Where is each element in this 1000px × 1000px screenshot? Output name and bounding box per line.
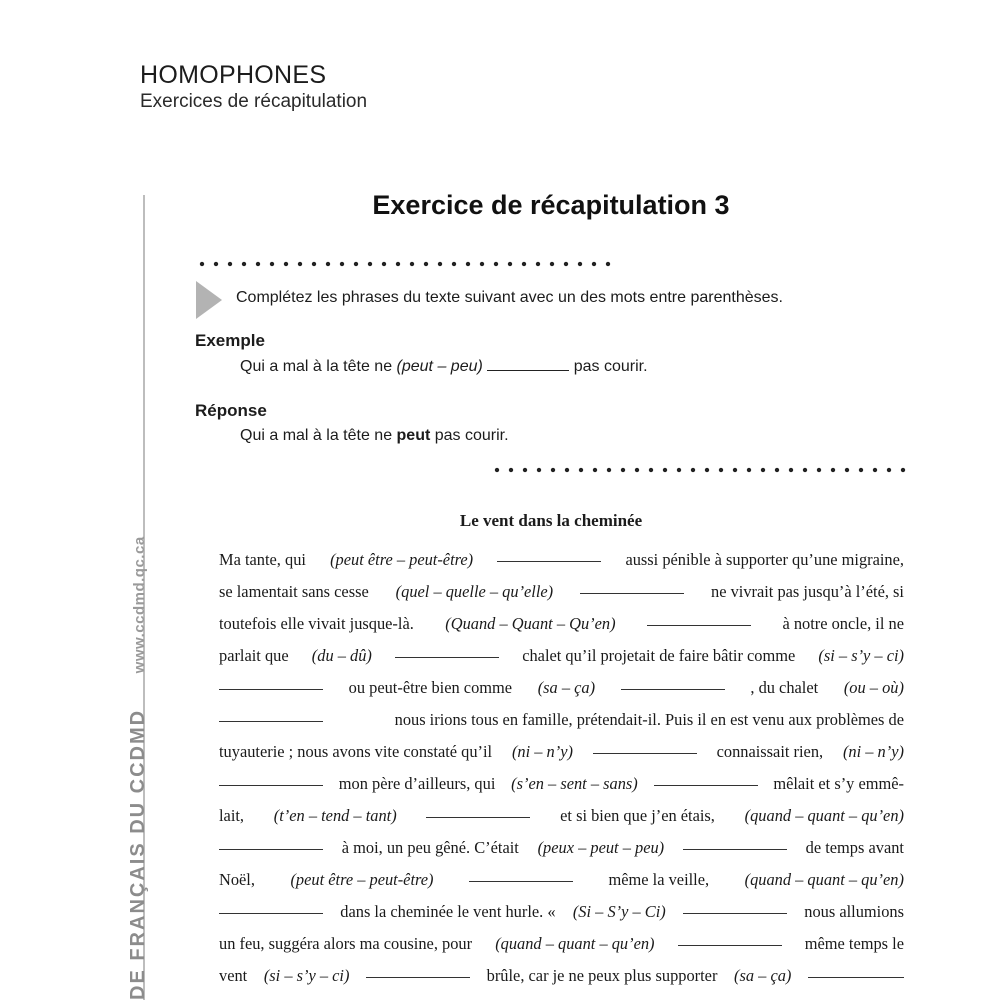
word-choices: (sa – ça) (537, 678, 596, 697)
answer-blank[interactable] (219, 912, 323, 914)
story-text-segment: même temps le (804, 934, 904, 953)
story-text-segment: mon père d’ailleurs, qui (338, 774, 496, 793)
word-choices: (ou – où) (843, 678, 904, 697)
story-text-segment: Ma tante, qui (219, 550, 306, 569)
example-text-after: pas courir. (573, 358, 648, 375)
story-text-segment: et si bien que j’en étais, (560, 806, 715, 825)
story-text-segment: à notre oncle, il ne (782, 614, 904, 633)
word-choices: (ni – n’y) (842, 742, 904, 761)
answer-blank[interactable] (219, 688, 323, 690)
story-text-segment: connaissait rien, (716, 742, 824, 761)
story-text-segment: ou peut-être bien comme (348, 678, 513, 697)
story-text-segment: à moi, un peu gêné. C’était (341, 838, 519, 857)
story-text-segment: nous allumions (804, 902, 904, 921)
story-line (219, 864, 904, 896)
answer-text-before: Qui a mal à la tête ne (240, 427, 397, 444)
word-choices: (quand – quant – qu’en) (744, 870, 904, 889)
story-line (219, 544, 904, 576)
answer-word: peut (396, 427, 431, 444)
answer-blank[interactable] (678, 944, 782, 946)
answer-blank[interactable] (497, 560, 601, 562)
story-text-segment: , du chalet (750, 678, 819, 697)
word-choices: (quel – quelle – qu’elle) (395, 582, 554, 601)
word-choices: (si – s’y – ci) (263, 966, 350, 985)
story-text-segment: tuyauterie ; nous avons vite constaté qu’il (219, 742, 493, 761)
story-text-segment: Noël, (219, 870, 255, 889)
answer-blank[interactable] (219, 720, 323, 722)
answer-blank[interactable] (647, 624, 751, 626)
answer-blank[interactable] (654, 784, 758, 786)
story-text-segment: ne vivrait pas jusqu’à l’été, si (711, 582, 904, 601)
story-text-segment: de temps avant (805, 838, 904, 857)
story-text-segment: mêlait et s’y emmê- (773, 774, 904, 793)
example-label: Exemple (195, 331, 265, 350)
running-header (140, 60, 367, 114)
story-text-segment: parlait que (219, 646, 289, 665)
answer-blank[interactable] (621, 688, 725, 690)
instruction-text: Complétez les phrases du texte suivant avec un des mots entre parenthèses. (236, 289, 783, 306)
sidebar-publisher-name: DE FRANÇAIS DU CCDMD (127, 708, 149, 1000)
word-choices: (quand – quant – qu’en) (495, 934, 655, 953)
answer-blank[interactable] (426, 816, 530, 818)
story-text-segment: brûle, car je ne peux plus supporter (486, 966, 718, 985)
word-choices: (quand – quant – qu’en) (744, 806, 904, 825)
story-line (219, 928, 904, 960)
story-line (219, 704, 904, 736)
word-choices: (s’en – sent – sans) (511, 774, 638, 793)
story-text-segment: se lamentait sans cesse (219, 582, 369, 601)
sidebar-url: www.ccdmd.qc.ca (131, 536, 148, 674)
story-text-segment: toutefois elle vivait jusque-là. (219, 614, 414, 633)
story-title: Le vent dans la cheminée (459, 511, 643, 530)
answer-blank[interactable] (219, 848, 323, 850)
story-line (219, 672, 904, 704)
word-choices: (si – s’y – ci) (818, 646, 904, 665)
story-text-segment: vent (219, 966, 248, 985)
answer-blank[interactable] (593, 752, 697, 754)
example-choices: (peut – peu) (396, 358, 483, 375)
story-text-segment: chalet qu’il projetait de faire bâtir comme (522, 646, 796, 665)
story-line (219, 736, 904, 768)
answer-blank[interactable] (219, 784, 323, 786)
answer-blank[interactable] (580, 592, 684, 594)
example-sentence (240, 358, 648, 376)
word-choices: (sa – ça) (734, 966, 792, 985)
story-text-segment: nous irions tous en famille, prétendait-il. Puis il en est venu aux problèmes de (394, 710, 904, 729)
word-choices: (du – dû) (311, 646, 372, 665)
story-text-segment: aussi pénible à supporter qu’une migraine, (625, 550, 904, 569)
answer-sentence (240, 427, 509, 445)
story-line (219, 960, 904, 992)
header-subtitle: Exercices de récapitulation (140, 91, 368, 112)
triangle-bullet-icon (196, 281, 222, 319)
dotted-separator-top (195, 261, 615, 267)
answer-text-after: pas courir. (430, 427, 509, 444)
word-choices: (t’en – tend – tant) (273, 806, 397, 825)
exercise-title: Exercice de récapitulation 3 (372, 190, 730, 220)
story-line (219, 608, 904, 640)
answer-blank[interactable] (808, 976, 904, 978)
answer-blank[interactable] (683, 912, 787, 914)
story-line (219, 640, 904, 672)
story-text-segment: un feu, suggéra alors ma cousine, pour (219, 934, 473, 953)
word-choices: (peut être – peut-être) (290, 870, 434, 889)
dotted-separator-bottom (490, 467, 910, 473)
story-line (219, 800, 904, 832)
word-choices: (Si – S’y – Ci) (572, 902, 666, 921)
word-choices: (peux – peut – peu) (537, 838, 665, 857)
word-choices: (Quand – Quant – Qu’en) (445, 614, 616, 633)
story-line (219, 832, 904, 864)
story-line (219, 576, 904, 608)
answer-label: Réponse (195, 401, 267, 420)
answer-blank[interactable] (469, 880, 573, 882)
header-title: HOMOPHONES (140, 61, 327, 89)
story-line (219, 896, 904, 928)
example-text-before: Qui a mal à la tête ne (240, 358, 397, 375)
sidebar-publisher (127, 536, 150, 1000)
answer-blank[interactable] (683, 848, 787, 850)
story-line (219, 768, 904, 800)
story-text (219, 544, 904, 992)
word-choices: (peut être – peut-être) (330, 550, 474, 569)
story-text-segment: lait, (219, 806, 245, 825)
answer-blank[interactable] (366, 976, 470, 978)
story-text-segment: même la veille, (608, 870, 710, 889)
example-blank[interactable] (487, 370, 569, 371)
word-choices: (ni – n’y) (511, 742, 573, 761)
story-text-segment: dans la cheminée le vent hurle. « (340, 902, 556, 921)
answer-blank[interactable] (395, 656, 499, 658)
